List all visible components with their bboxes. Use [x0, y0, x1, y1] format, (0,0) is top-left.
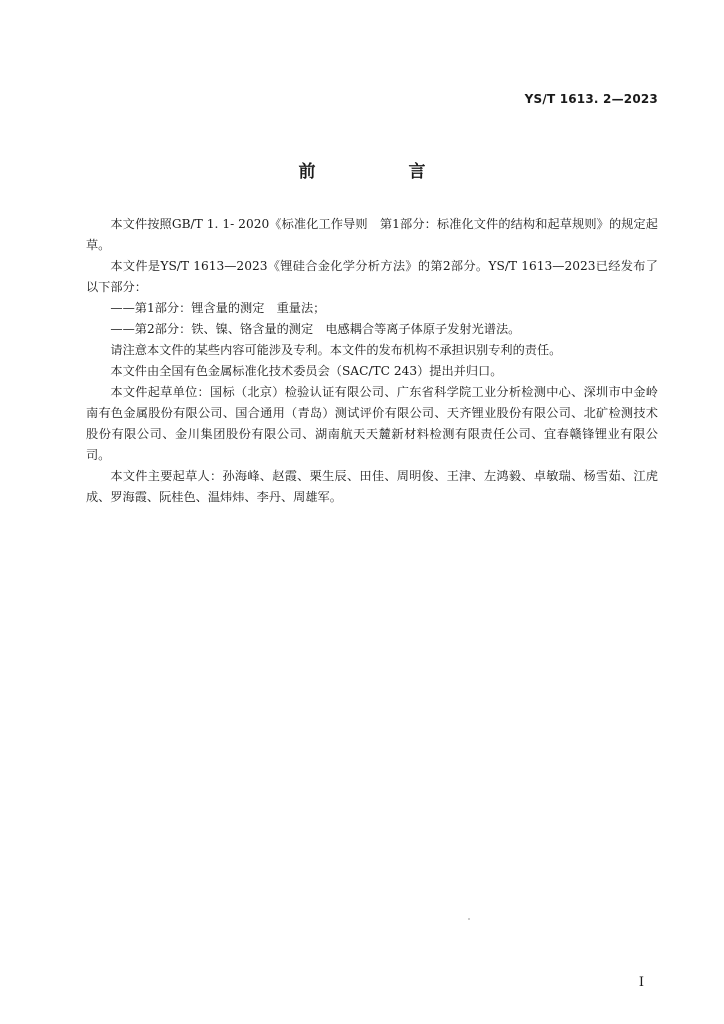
scan-speck: [468, 918, 470, 920]
standard-code: YS/T 1613. 2—2023: [524, 92, 658, 106]
list-item-part-2: ——第2部分：铁、镍、铬含量的测定 电感耦合等离子体原子发射光谱法。: [110, 322, 521, 336]
paragraph-drafting-rules: 本文件按照GB/T 1. 1- 2020《标准化工作导则 第1部分：标准化文件的结构和起草规则》的规定起草。: [86, 217, 658, 252]
paragraph-proposer: 本文件由全国有色金属标准化技术委员会（SAC/TC 243）提出并归口。: [110, 364, 503, 378]
paragraph-patent-notice: 请注意本文件的某些内容可能涉及专利。本文件的发布机构不承担识别专利的责任。: [110, 343, 562, 357]
paragraph-parts-intro: 本文件是YS/T 1613—2023《锂硅合金化学分析方法》的第2部分。YS/T 1613—2023已经发布了以下部分：: [86, 259, 658, 294]
paragraph-drafting-units: 本文件起草单位：国标（北京）检验认证有限公司、广东省科学院工业分析检测中心、深圳市中金岭南有色金属股份有限公司、国合通用（青岛）测试评价有限公司、天齐锂业股份有限公司、北矿检测技术股份有限公司、金川集团股份有限公司、湖南航天天麓新材料检测有限责任公司、宜春赣锋锂业有限公司。: [86, 385, 658, 462]
page-title: 前 言: [298, 162, 464, 182]
paragraph-drafters: 本文件主要起草人：孙海峰、赵霞、栗生辰、田佳、周明俊、王津、左鸿毅、卓敏瑞、杨雪茹、江虎成、罗海霞、阮桂色、温炜炜、李丹、周雄军。: [86, 469, 658, 504]
foreword-body: [86, 214, 658, 508]
page-number: I: [638, 975, 644, 990]
list-item-part-1: ——第1部分：锂含量的测定 重量法；: [110, 301, 326, 315]
